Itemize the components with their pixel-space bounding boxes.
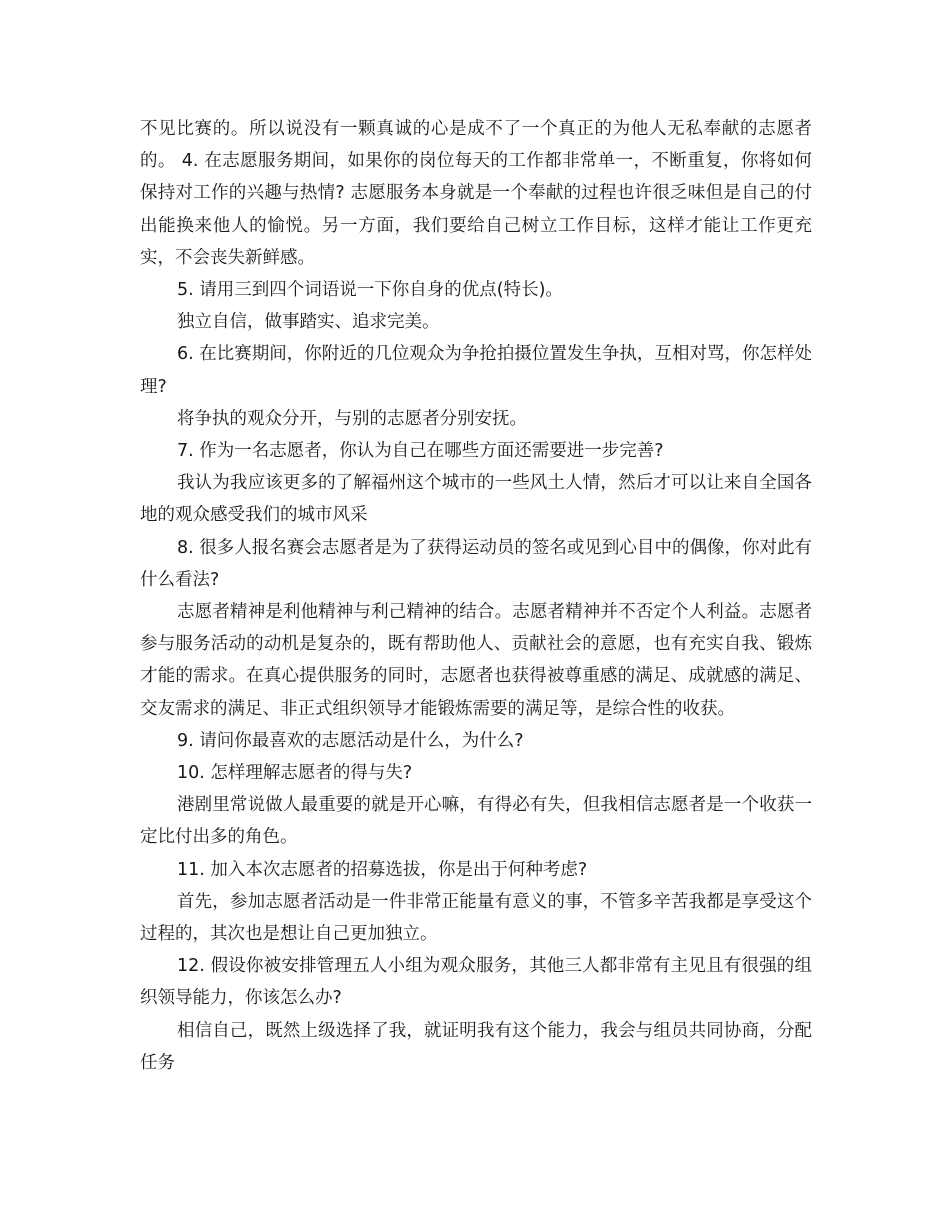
question-12: 12. 假设你被安排管理五人小组为观众服务，其他三人都非常有主见且有很强的组织领导能力，你该怎么办? [140, 956, 812, 1009]
question-6: 6. 在比赛期间，你附近的几位观众为争抢拍摄位置发生争执，互相对骂，你怎样处理? [140, 344, 812, 397]
answer-12: 相信自己，既然上级选择了我，就证明我有这个能力，我会与组员共同协商，分配任务 [140, 1020, 812, 1073]
question-10: 10. 怎样理解志愿者的得与失? [177, 763, 413, 784]
question-5: 5. 请用三到四个词语说一下你自身的优点(特长)。 [177, 280, 563, 301]
question-8: 8. 很多人报名赛会志愿者是为了获得运动员的签名或见到心目中的偶像，你对此有什么看法? [140, 537, 812, 590]
answer-6: 将争执的观众分开，与别的志愿者分别安抚。 [177, 408, 527, 429]
question-9: 9. 请问你最喜欢的志愿活动是什么，为什么? [177, 730, 524, 751]
answer-11: 首先，参加志愿者活动是一件非常正能量有意义的事，不管多辛苦我都是享受这个过程的，其次也是想让自己更加独立。 [140, 891, 812, 945]
document-page [140, 113, 812, 1079]
answer-7: 我认为我应该更多的了解福州这个城市的一些风土人情，然后才可以让来自全国各地的观众感受我们的城市风采 [140, 473, 812, 526]
question-7: 7. 作为一名志愿者，你认为自己在哪些方面还需要进一步完善? [177, 441, 664, 462]
answer-5: 独立自信，做事踏实、追求完美。 [177, 312, 440, 333]
answer-10: 港剧里常说做人最重要的就是开心嘛，有得必有失，但我相信志愿者是一个收获一定比付出多的角色。 [140, 795, 812, 848]
paragraph-continuation: 不见比赛的。所以说没有一颗真诚的心是成不了一个真正的为他人无私奉献的志愿者的。 4. 在志愿服务期间，如果你的岗位每天的工作都非常单一，不断重复，你将如何保持对工作的兴趣与热情? 志愿服务本身就是一个奉献的过程也许很乏味但是自己的付出能换来他人的愉悦。另一方面，我们要给自己树立工作目标，这样才能让工作更充实，不会丧失新鲜感。 [140, 119, 812, 268]
question-11: 11. 加入本次志愿者的招募选拔，你是出于何种考虑? [177, 859, 588, 880]
answer-8: 志愿者精神是利他精神与利己精神的结合。志愿者精神并不否定个人利益。志愿者参与服务活动的动机是复杂的，既有帮助他人、贡献社会的意愿，也有充实自我、锻炼才能的需求。在真心提供服务的同时，志愿者也获得被尊重感的满足、成就感的满足、交友需求的满足、非正式组织领导才能锻炼需要的满足等，是综合性的收获。 [140, 602, 812, 719]
